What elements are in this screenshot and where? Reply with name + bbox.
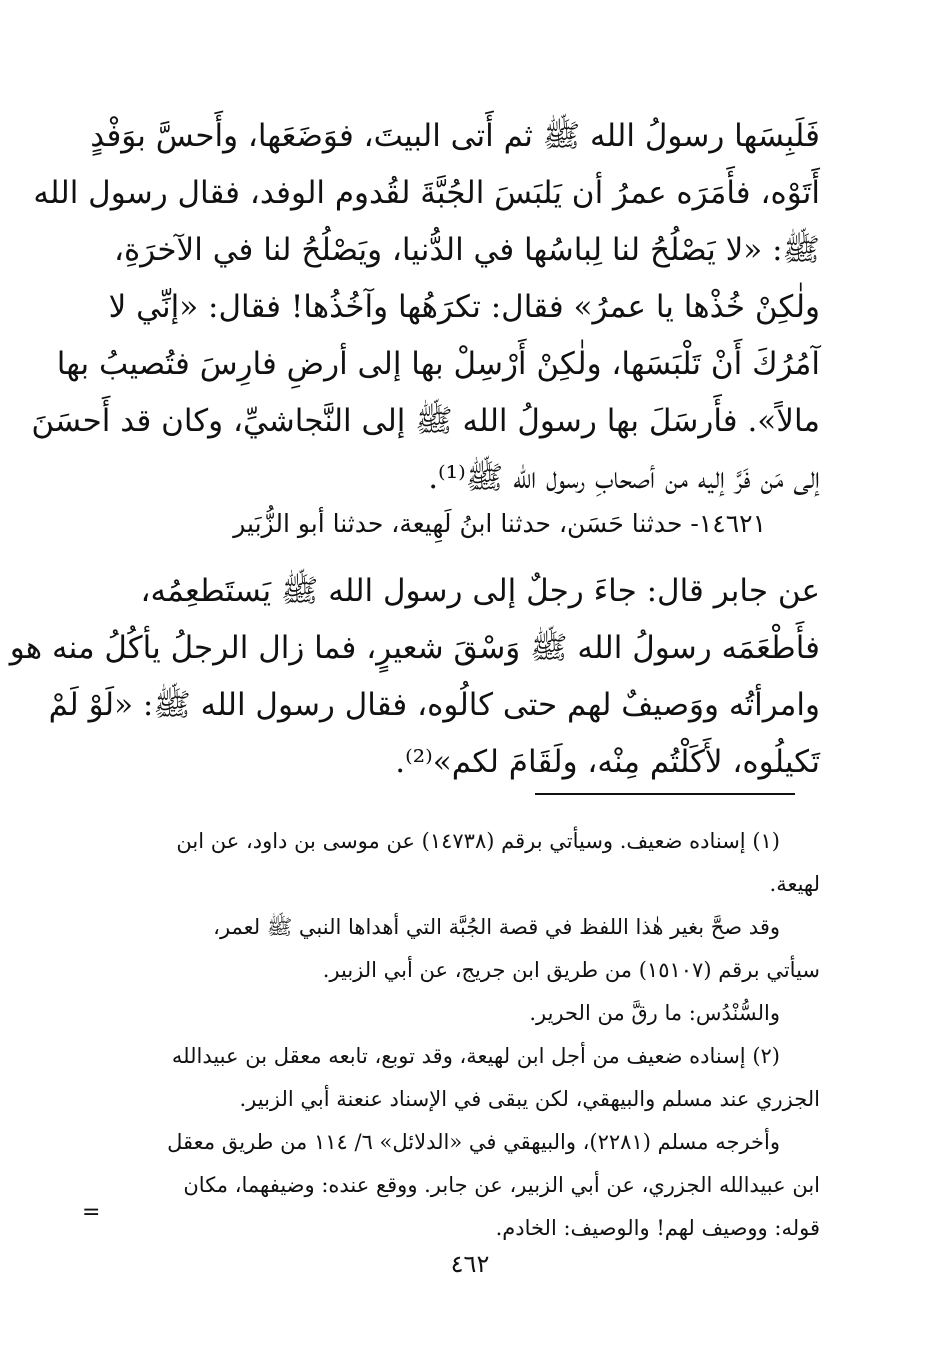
main-text-block (31, 108, 820, 507)
hadith-line: وامرأتُه ووَصيفٌ لهم حتى كالُوه، فقال رسول الله ﷺ: «لَوْ لَمْ (48, 687, 820, 723)
main-text-line: مالاً». فأَرسَلَ بها رسولُ الله ﷺ إلى النَّجاشيِّ، وكان قد أَحسَنَ (31, 403, 820, 439)
main-text-line: ولٰكِنْ خُذْها يا عمرُ» فقال: تكرَهُها وآخُذُها! فقال: «إنِّي لا (108, 289, 820, 325)
footnote-line: قوله: ووصيف لهم! والوصيف: الخادم. (495, 1216, 820, 1240)
main-text-line: أَتَوْه، فأَمَرَه عمرُ أن يَلبَسَ الجُبَّةَ لقُدوم الوفد، فقال رسول الله (33, 175, 820, 211)
hadith-line: عن جابر قال: جاءَ رجلٌ إلى رسول الله ﷺ يَستَطعِمُه، (140, 573, 820, 609)
main-text-line: إلى مَن فَرَّ إليه من أصحابِ رسول الله ﷺ⁽¹⁾. (428, 460, 820, 496)
footnote-divider (535, 793, 795, 795)
footnote-line: ابن عبيدالله الجزري، عن أبي الزبير، عن جابر. ووقع عنده: وضيفهما، مكان (183, 1173, 820, 1197)
continuation-mark: = (82, 1200, 101, 1225)
page-number: ٤٦٢ (450, 1250, 490, 1278)
footnote-line: والسُّنْدُس: ما رقَّ من الحرير. (529, 1001, 780, 1025)
footnote-line: (٢) إسناده ضعيف من أجل ابن لهيعة، وقد توبع، تابعه معقل بن عبيدالله (171, 1044, 780, 1068)
main-text-line: ﷺ: «لا يَصْلُحُ لنا لِباسُها في الدُّنيا، ويَصْلُحُ لنا في الآخرَةِ، (114, 232, 820, 268)
hadith-body (9, 563, 820, 791)
main-text-line: فَلَبِسَها رسولُ الله ﷺ ثم أَتى البيتَ، فوَضَعَها، وأَحسَّ بوَفْدٍ (90, 118, 820, 154)
footnote-line: وقد صحَّ بغير هٰذا اللفظ في قصة الجُبَّة التي أهداها النبي ﷺ لعمر، (213, 915, 780, 939)
footnote-line: وأخرجه مسلم (٢٢٨١)، والبيهقي في «الدلائل» ٦/ ١١٤ من طريق معقل (167, 1130, 780, 1154)
hadith-heading: ١٤٦٢١- حدثنا حَسَن، حدثنا ابنُ لَهِيعة، حدثنا أبو الزُّبَير (233, 509, 766, 538)
footnote-line: سيأتي برقم (١٥١٠٧) من طريق ابن جريج، عن أبي الزبير. (322, 958, 820, 982)
footnote-line: لهيعة. (769, 872, 820, 896)
main-text-line: آمُرُكَ أَنْ تَلْبَسَها، ولٰكِنْ أَرْسِلْ بها إلى أرضِ فارِسَ فتُصيبُ بها (56, 346, 820, 382)
footnote-line: الجزري عند مسلم والبيهقي، لكن يبقى في الإسناد عنعنة أبي الزبير. (239, 1087, 820, 1111)
hadith-line: فأَطْعَمَه رسولُ الله ﷺ وَسْقَ شعيرٍ، فما زال الرجلُ يأكُلُ منه هو (9, 630, 820, 666)
hadith-line: تَكيلُوه، لأَكَلْتُم مِنْه، ولَقَامَ لكم»⁽²⁾. (395, 744, 820, 780)
footnotes-block (90, 820, 820, 1250)
footnote-line: (١) إسناده ضعيف. وسيأتي برقم (١٤٧٣٨) عن موسى بن داود، عن ابن (176, 829, 780, 853)
